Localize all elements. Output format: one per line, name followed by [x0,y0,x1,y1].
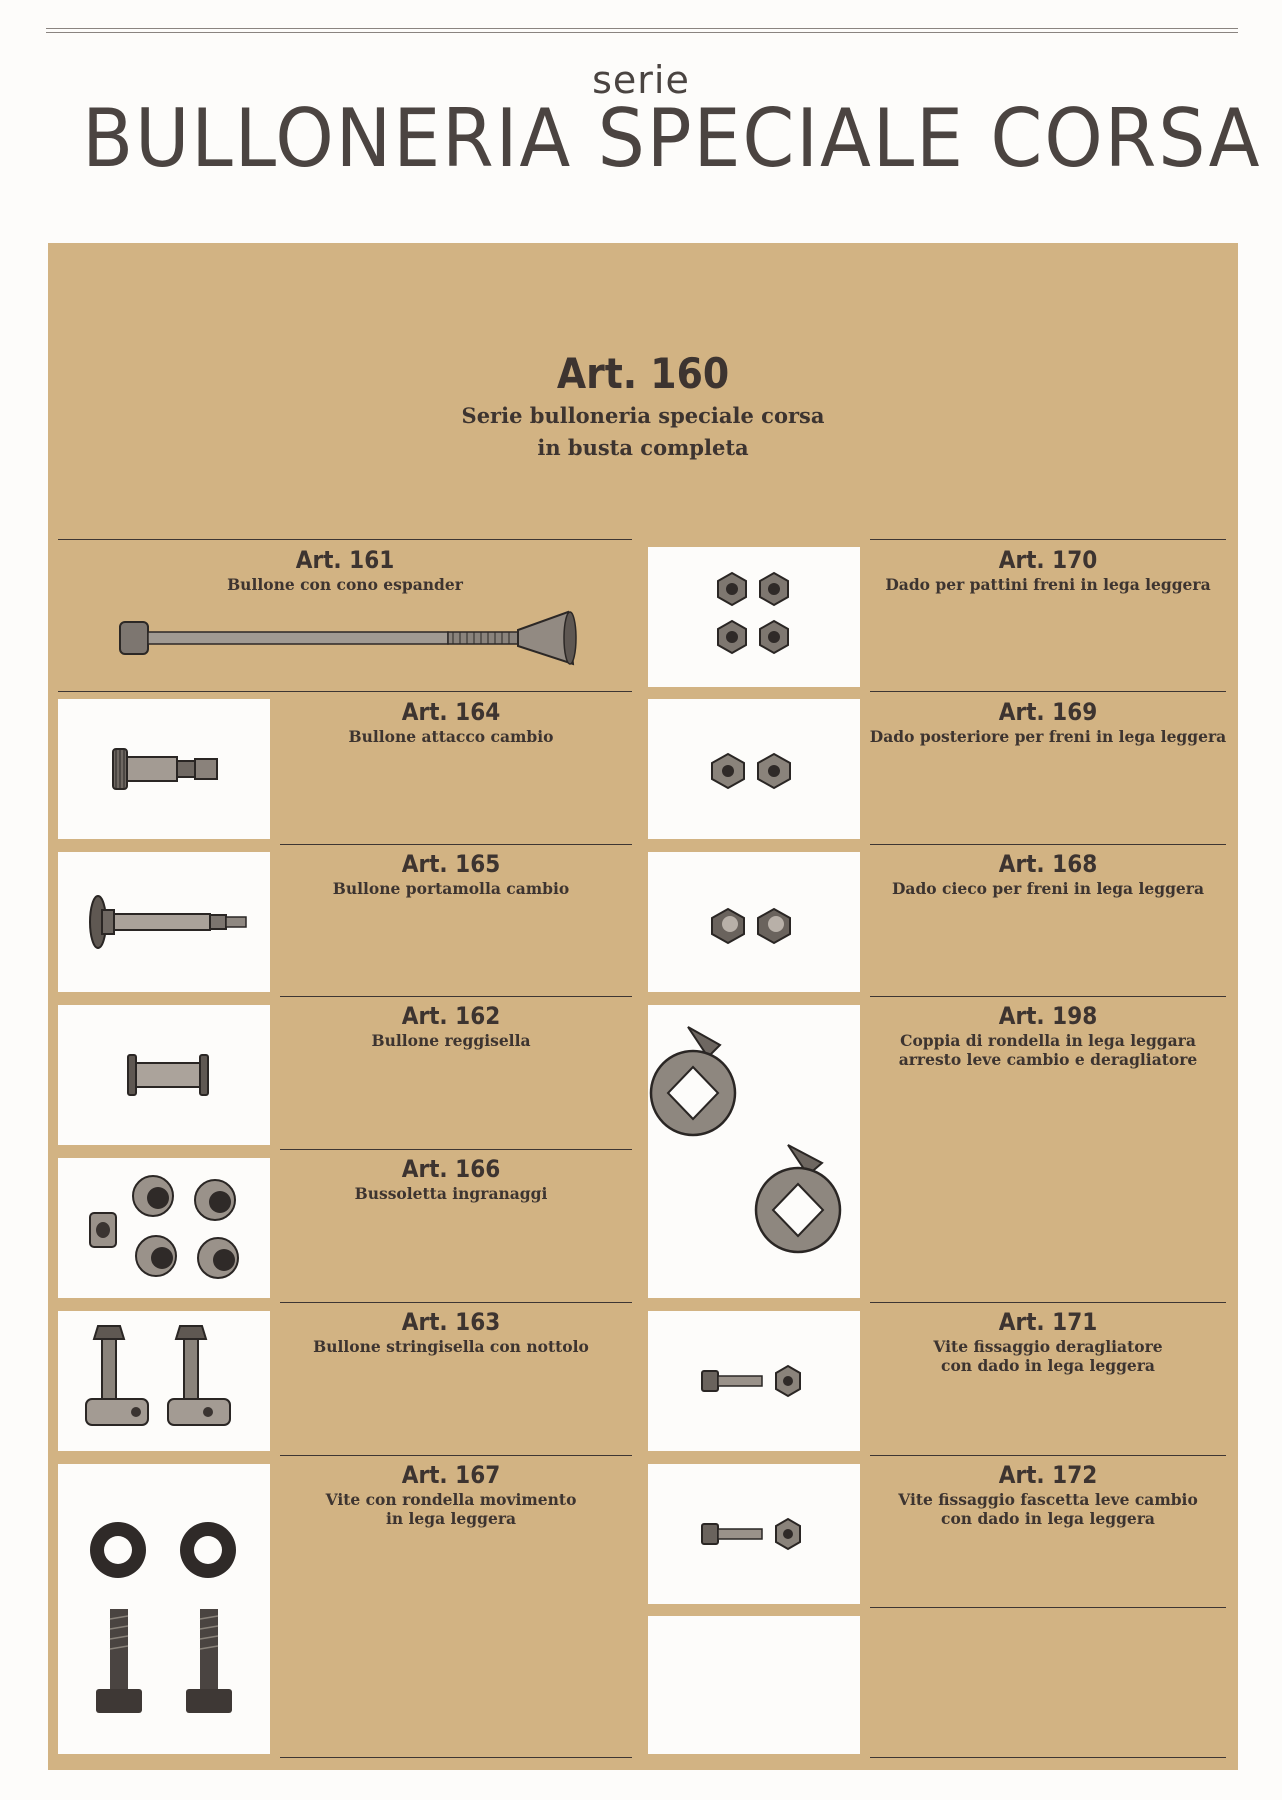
item-198-number: Art. 198 [998,1002,1098,1030]
item-170 [860,545,1236,594]
rule-left-bottom [280,1757,632,1758]
photo-162-seatpost-bolt [58,1005,270,1145]
top-rule [46,28,1238,29]
rule-163 [280,1302,632,1303]
item-168-desc: Dado cieco per freni in lega leggera [891,879,1204,898]
item-163 [270,1307,632,1356]
item-166-desc: Bussoletta ingranaggi [354,1184,548,1203]
item-172-number: Art. 172 [998,1461,1098,1489]
rule-161 [58,539,632,540]
item-162 [270,1001,632,1050]
item-161-desc: Bullone con cono espander [227,575,463,594]
item-172 [860,1460,1236,1528]
item-162-desc: Bullone reggisella [371,1031,531,1050]
item-162-number: Art. 162 [401,1002,501,1030]
item-161-number: Art. 161 [295,546,395,574]
rule-162 [280,996,632,997]
item-167-number: Art. 167 [401,1461,501,1489]
photo-163-seat-clamp-bolts [58,1311,270,1451]
item-170-desc: Dado per pattini freni in lega leggera [885,575,1211,594]
item-165-desc: Bullone portamolla cambio [332,879,570,898]
item-172-desc: Vite fissaggio fascetta leve cambio con dado in lega leggera [898,1490,1198,1528]
photo-168-cap-nuts [648,852,860,992]
item-166 [270,1154,632,1203]
photo-164-gear-bolt [58,699,270,839]
item-165 [270,849,632,898]
item-171-number: Art. 171 [998,1308,1098,1336]
catalog-panel [48,243,1238,1770]
rule-198 [870,996,1226,997]
rule-171 [870,1302,1226,1303]
main-article-header [48,349,1238,462]
item-165-number: Art. 165 [401,850,501,878]
item-164-number: Art. 164 [401,698,501,726]
photo-172-lever-clamp-screw [648,1464,860,1604]
item-168 [860,849,1236,898]
item-169-desc: Dado posteriore per freni in lega leggera [869,727,1227,746]
main-article-number: Art. 160 [556,349,730,398]
photo-165-spring-bolt [58,852,270,992]
page-title: BULLONERIA SPECIALE CORSA [82,92,1262,185]
rule-right-bottom [870,1757,1226,1758]
rule-172 [870,1455,1226,1456]
photo-169-rear-nuts [648,699,860,839]
series-label: serie [592,58,690,102]
rule-167 [280,1455,632,1456]
photo-171-derailleur-screw [648,1311,860,1451]
photo-170-brake-nuts [648,547,860,687]
item-163-desc: Bullone stringisella con nottolo [313,1337,589,1356]
main-article-desc-1: Serie bulloneria speciale corsa [461,403,825,428]
item-169-number: Art. 169 [998,698,1098,726]
item-164 [270,697,632,746]
item-171 [860,1307,1236,1375]
main-article-desc-2: in busta completa [537,435,749,460]
item-161 [58,545,632,594]
photo-empty-slot [648,1616,860,1754]
item-167 [270,1460,632,1528]
rule-168 [870,844,1226,845]
photo-166-bushings [58,1158,270,1298]
rule-170 [870,539,1226,540]
item-163-number: Art. 163 [401,1308,501,1336]
photo-161-bolt-with-cone [118,608,588,668]
photo-198-washer-pair [648,1005,860,1298]
item-164-desc: Bullone attacco cambio [348,727,554,746]
item-166-number: Art. 166 [401,1155,501,1183]
item-167-desc: Vite con rondella movimento in lega leggera [325,1490,577,1528]
item-171-desc: Vite fissaggio deragliatore con dado in lega leggera [933,1337,1163,1375]
rule-166 [280,1149,632,1150]
item-170-number: Art. 170 [998,546,1098,574]
item-198 [860,1001,1236,1069]
photo-167-screws-washers [58,1464,270,1754]
item-168-number: Art. 168 [998,850,1098,878]
item-169 [860,697,1236,746]
rule-right-mid [870,1607,1226,1608]
rule-165 [280,844,632,845]
rule-169 [870,691,1226,692]
rule-164 [58,691,632,692]
item-198-desc: Coppia di rondella in lega leggara arresto leve cambio e deragliatore [898,1031,1198,1069]
top-rule-2 [46,32,1238,33]
